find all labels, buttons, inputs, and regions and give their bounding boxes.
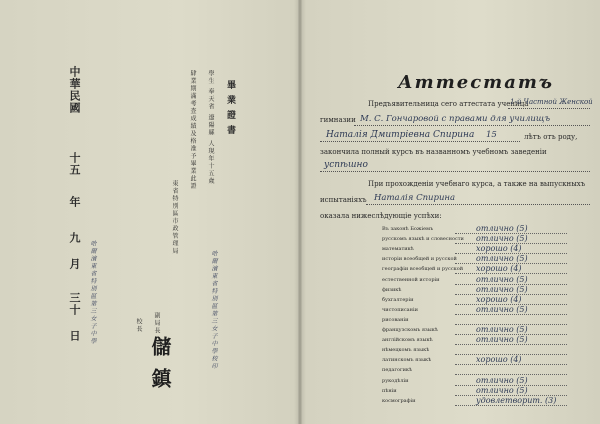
- page-fold: [298, 0, 302, 424]
- date-year-label: 中華民國: [68, 66, 81, 114]
- subject-name: пѣніи: [382, 387, 397, 394]
- student-age: 15: [486, 130, 497, 140]
- subject-name: математикѣ: [382, 246, 414, 253]
- course-line: 肄業期滿考查成績及格准予畢業此證: [189, 70, 196, 190]
- subject-name: космографіи: [382, 397, 416, 404]
- date-day-suffix: 日: [68, 330, 81, 342]
- subject-name: англійскомъ языкѣ: [382, 337, 433, 344]
- subject-name: естественной исторіи: [382, 276, 440, 283]
- subject-name: географіи всеобщей и русской: [382, 266, 464, 273]
- grade-underline: [455, 405, 567, 406]
- grade-underline: [455, 364, 567, 365]
- subject-grade: отлично (5): [476, 375, 528, 385]
- signature-char-1: 儲: [148, 336, 172, 356]
- certificate-title: 畢業證書: [225, 80, 235, 140]
- subject-name: физикѣ: [382, 286, 402, 293]
- subject-grade: хорошо (4): [476, 264, 522, 274]
- grade-underline: [455, 344, 567, 345]
- student-full-name: Наталія Дмитріевна Спирина: [326, 130, 475, 140]
- subject-name: Въ законѣ Божіемъ: [382, 226, 434, 232]
- subject-grade: отлично (5): [476, 234, 528, 244]
- grade-underline: [455, 314, 567, 315]
- principal-line: 校長: [135, 318, 142, 333]
- intro-line-2-label: гимназии: [320, 116, 356, 124]
- subject-name: рисованіи: [382, 316, 409, 323]
- subject-grade: хорошо (4): [476, 355, 522, 365]
- date-year: 十五: [68, 152, 81, 176]
- subject-grade: отлично (5): [476, 335, 528, 345]
- subject-grade: хорошо (4): [476, 294, 522, 304]
- results-intro: оказала нижеслѣдующіе успѣхи:: [320, 212, 442, 220]
- subject-name: французскомъ языкѣ: [382, 327, 438, 333]
- course-completed-line: закончила полный курсъ въ названномъ учебномъ заведеніи: [320, 148, 547, 156]
- exams-line-2-label: испытаніяхъ: [320, 196, 367, 204]
- subject-grade: отлично (5): [476, 385, 528, 395]
- date-month-suffix: 月: [68, 258, 81, 270]
- subject-name: бухгалтеріи: [382, 296, 414, 303]
- age-suffix: лѣтъ отъ роду,: [524, 133, 578, 141]
- stamp-text-left: 哈爾濱東省特別區第三女子中學: [89, 240, 96, 345]
- subject-grade: удовлетворит. (3): [476, 395, 557, 405]
- date-day: 三十: [68, 292, 81, 316]
- subject-name: чистописаніи: [382, 306, 418, 313]
- subject-grade: отлично (5): [476, 224, 528, 233]
- subject-name: исторіи всеобщей и русской: [382, 256, 457, 263]
- school-name-part-2: М. С. Гончаровой с правами для училищъ: [360, 114, 551, 124]
- subject-grade: хорошо (4): [476, 244, 522, 254]
- russian-title: Аттестатъ: [398, 72, 555, 93]
- date-year-suffix: 年: [68, 196, 81, 208]
- stamp-text-right: 哈爾濱東省特別區第三女子中學校印: [210, 250, 217, 370]
- school-name-part-1: 1-й Частной Женской: [510, 98, 593, 106]
- exams-line-1: При прохожденіи учебнаго курса, а также на выпускныхъ: [368, 180, 586, 188]
- student-short-name: Наталія Спирина: [374, 193, 456, 203]
- subject-grade: отлично (5): [476, 325, 528, 334]
- subject-grade: отлично (5): [476, 254, 528, 264]
- subject-name: латинскомъ языкѣ: [382, 357, 432, 364]
- course-result: успѣшно: [324, 160, 368, 170]
- signature-char-2: 鎮: [148, 368, 172, 388]
- school-authority-line: 東省特別區市政管理局: [171, 180, 178, 255]
- subject-name: русскомъ языкѣ и словесности: [382, 236, 464, 243]
- student-line: 學生 奉天省 遼陽縣 人現年十五歲: [207, 70, 214, 186]
- subject-grade: отлично (5): [476, 274, 528, 284]
- subject-grade: отлично (5): [476, 304, 528, 314]
- deputy-head-line: 副局長: [153, 312, 160, 335]
- subject-grade: отлично (5): [476, 284, 528, 294]
- subject-name: педагогикѣ: [382, 367, 413, 374]
- subject-name: рукодѣліи: [382, 377, 409, 384]
- intro-line-1: Предъявительница сего аттестата ученица: [368, 100, 529, 108]
- date-month: 九: [68, 232, 81, 244]
- subject-name: нѣмецкомъ языкѣ: [382, 347, 430, 354]
